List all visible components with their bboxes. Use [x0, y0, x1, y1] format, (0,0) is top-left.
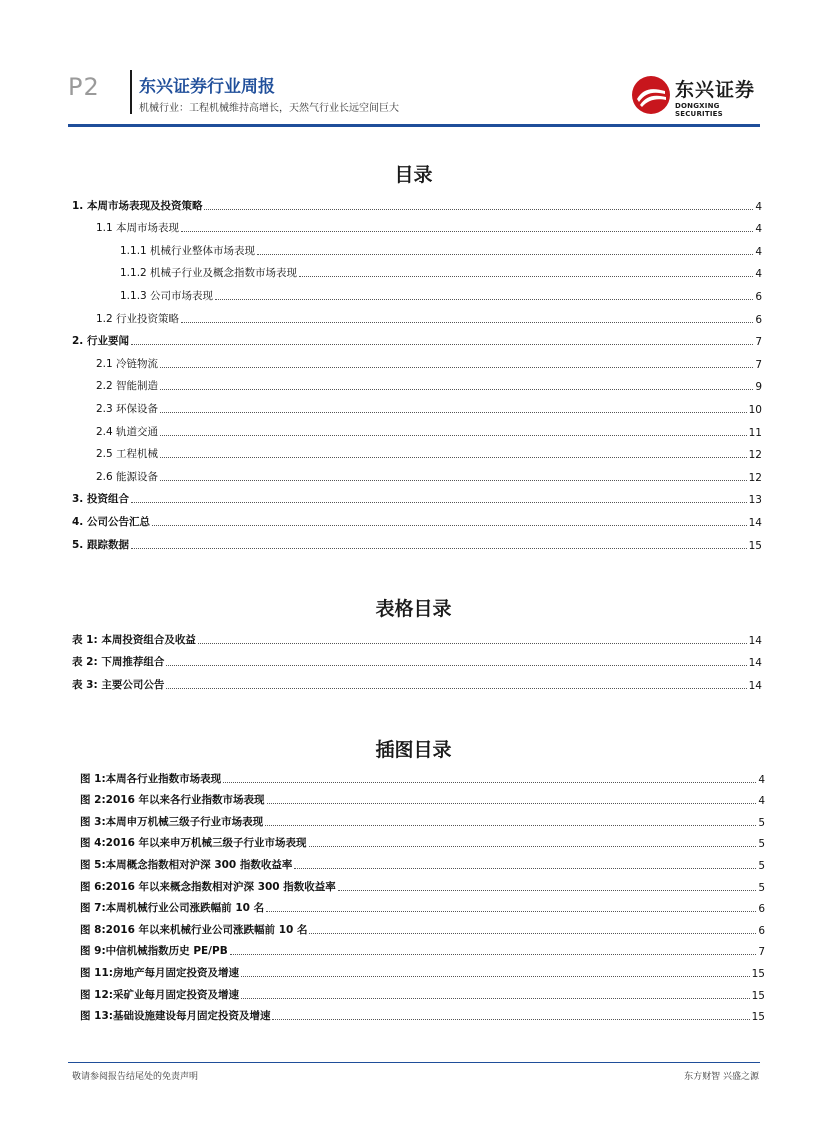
toc-entry-page: 7: [755, 336, 762, 349]
figure-index-entry-page: 6: [758, 924, 765, 937]
toc-entry-page: 4: [755, 223, 762, 236]
dot-leader: [152, 525, 747, 526]
toc-entry-page: 9: [755, 381, 762, 394]
figure-index-entry-page: 4: [758, 773, 765, 786]
figure-index-entry-label: 图 5:本周概念指数相对沪深 300 指数收益率: [80, 858, 293, 871]
figure-index-entry-label: 图 9:中信机械指数历史 PE/PB: [80, 945, 228, 958]
toc-entry-page: 7: [755, 358, 762, 371]
dot-leader: [181, 231, 753, 232]
toc-entry-label: 3. 投资组合: [72, 493, 129, 506]
table-index-entry-label: 表 1: 本周投资组合及收益: [72, 633, 196, 646]
figure-index-entry-label: 图 13:基础设施建设每月固定投资及增速: [80, 1010, 271, 1023]
toc-entry[interactable]: [72, 190, 762, 213]
dot-leader: [257, 254, 753, 255]
figure-index-entry-page: 5: [758, 816, 765, 829]
figure-index-entry[interactable]: [80, 872, 765, 894]
toc-entry[interactable]: [72, 461, 762, 484]
dot-leader: [204, 209, 753, 210]
toc-entry-page: 4: [755, 268, 762, 281]
toc-entry[interactable]: [72, 529, 762, 552]
dot-leader: [309, 933, 756, 934]
logo-text-en: DONGXING SECURITIES: [675, 102, 723, 118]
dot-leader: [131, 548, 747, 549]
dot-leader: [131, 344, 753, 345]
dot-leader: [338, 890, 757, 891]
toc-entry[interactable]: [72, 280, 762, 303]
toc-entry-label: 1.1.1 机械行业整体市场表现: [120, 244, 256, 257]
figure-index-entry-label: 图 2:2016 年以来各行业指数市场表现: [80, 794, 265, 807]
figure-index-entry-page: 5: [758, 838, 765, 851]
toc-entry-page: 12: [748, 471, 762, 484]
toc-entry-page: 15: [748, 539, 762, 552]
figure-index-entry[interactable]: [80, 894, 765, 916]
toc-title: 目录: [394, 164, 433, 186]
figure-index-entry[interactable]: [80, 850, 765, 872]
toc-entry-label: 2.6 能源设备: [96, 470, 159, 483]
figure-index-entry-label: 图 12:采矿业每月固定投资及增速: [80, 988, 239, 1001]
figure-index-entry-page: 4: [758, 795, 765, 808]
toc-list: [72, 190, 762, 552]
toc-entry-page: 6: [755, 313, 762, 326]
toc-entry-page: 4: [755, 245, 762, 258]
figure-index-entry[interactable]: [80, 786, 765, 808]
disclaimer-note: 敬请参阅报告结尾处的免责声明: [72, 1072, 199, 1082]
toc-entry-page: 11: [748, 426, 762, 439]
dot-leader: [198, 643, 747, 644]
logo-text-cn: 东兴证券: [675, 79, 756, 101]
toc-entry[interactable]: [72, 484, 762, 507]
dot-leader: [181, 322, 753, 323]
figure-index-list: [80, 764, 765, 1023]
toc-entry-label: 2.2 智能制造: [96, 380, 159, 393]
toc-entry[interactable]: [72, 348, 762, 371]
figure-index-entry-label: 图 7:本周机械行业公司涨跌幅前 10 名: [80, 902, 265, 915]
table-index-entry[interactable]: [72, 669, 762, 692]
figure-index-title: 插图目录: [375, 739, 452, 761]
table-index-entry-page: 14: [748, 657, 762, 670]
figure-index-entry[interactable]: [80, 829, 765, 851]
toc-entry-label: 2. 行业要闻: [72, 335, 129, 348]
figure-index-entry[interactable]: [80, 915, 765, 937]
toc-entry[interactable]: [72, 258, 762, 281]
dot-leader: [131, 502, 747, 503]
dot-leader: [230, 954, 757, 955]
dot-leader: [241, 976, 750, 977]
figure-index-entry-page: 15: [751, 967, 765, 980]
dot-leader: [309, 846, 757, 847]
report-series-title: 东兴证券行业周报: [139, 77, 275, 97]
figure-index-entry[interactable]: [80, 937, 765, 959]
figure-index-entry[interactable]: [80, 807, 765, 829]
dot-leader: [299, 276, 753, 277]
figure-index-entry-label: 图 11:房地产每月固定投资及增速: [80, 966, 239, 979]
toc-entry-label: 2.3 环保设备: [96, 402, 159, 415]
figure-index-entry[interactable]: [80, 1002, 765, 1024]
dot-leader: [266, 911, 756, 912]
toc-entry-label: 2.1 冷链物流: [96, 357, 159, 370]
toc-entry-label: 2.4 轨道交通: [96, 425, 159, 438]
dongxing-logo-icon: [631, 75, 671, 115]
figure-index-entry-page: 6: [758, 903, 765, 916]
toc-entry-label: 1.2 行业投资策略: [96, 312, 180, 325]
header-divider: [130, 70, 132, 114]
dot-leader: [294, 868, 756, 869]
dot-leader: [160, 435, 747, 436]
table-index-list: [72, 624, 762, 692]
figure-index-entry-page: 5: [758, 881, 765, 894]
figure-index-entry-label: 图 4:2016 年以来申万机械三级子行业市场表现: [80, 837, 307, 850]
toc-entry-label: 1.1.2 机械子行业及概念指数市场表现: [120, 267, 298, 280]
dot-leader: [241, 998, 750, 999]
figure-index-entry[interactable]: [80, 958, 765, 980]
report-subtitle: 机械行业：工程机械维持高增长，天然气行业长远空间巨大: [139, 103, 399, 114]
dot-leader: [160, 412, 747, 413]
toc-entry-label: 4. 公司公告汇总: [72, 515, 150, 528]
toc-entry[interactable]: [72, 439, 762, 462]
toc-entry-page: 14: [748, 516, 762, 529]
figure-index-entry-label: 图 3:本周申万机械三级子行业市场表现: [80, 815, 264, 828]
table-index-entry-label: 表 3: 主要公司公告: [72, 678, 165, 691]
header-rule: [68, 124, 760, 127]
figure-index-entry[interactable]: [80, 764, 765, 786]
table-index-entry[interactable]: [72, 624, 762, 647]
table-index-entry-label: 表 2: 下周推荐组合: [72, 656, 165, 669]
figure-index-entry-page: 7: [758, 946, 765, 959]
dot-leader: [166, 665, 746, 666]
dot-leader: [272, 1019, 749, 1020]
toc-entry[interactable]: [72, 506, 762, 529]
company-logo: [631, 75, 763, 119]
toc-entry-label: 1.1 本周市场表现: [96, 222, 180, 235]
dot-leader: [160, 367, 753, 368]
dot-leader: [166, 688, 746, 689]
figure-index-entry[interactable]: [80, 980, 765, 1002]
dot-leader: [223, 782, 756, 783]
toc-entry[interactable]: [72, 213, 762, 236]
toc-entry-label: 1. 本周市场表现及投资策略: [72, 199, 203, 212]
figure-index-entry-label: 图 6:2016 年以来概念指数相对沪深 300 指数收益率: [80, 880, 336, 893]
page-number: P2: [68, 73, 100, 101]
dot-leader: [265, 825, 756, 826]
dot-leader: [215, 299, 753, 300]
toc-entry-page: 13: [748, 494, 762, 507]
table-index-title: 表格目录: [375, 598, 452, 620]
toc-entry-page: 4: [755, 200, 762, 213]
footer-rule: [68, 1062, 760, 1063]
toc-entry-label: 1.1.3 公司市场表现: [120, 289, 214, 302]
company-slogan: 东方财智 兴盛之源: [684, 1072, 759, 1082]
dot-leader: [160, 389, 753, 390]
toc-entry[interactable]: [72, 416, 762, 439]
toc-entry[interactable]: [72, 235, 762, 258]
figure-index-entry-page: 15: [751, 1011, 765, 1024]
toc-entry-page: 10: [748, 403, 762, 416]
dot-leader: [267, 803, 757, 804]
toc-entry-page: 12: [748, 449, 762, 462]
figure-index-entry-label: 图 8:2016 年以来机械行业公司涨跌幅前 10 名: [80, 923, 308, 936]
figure-index-entry-page: 15: [751, 989, 765, 1002]
dot-leader: [160, 480, 747, 481]
toc-entry[interactable]: [72, 326, 762, 349]
table-index-entry-page: 14: [748, 634, 762, 647]
figure-index-entry-label: 图 1:本周各行业指数市场表现: [80, 772, 222, 785]
toc-entry[interactable]: [72, 393, 762, 416]
dot-leader: [160, 457, 747, 458]
toc-entry-label: 2.5 工程机械: [96, 448, 159, 461]
table-index-entry-page: 14: [748, 679, 762, 692]
toc-entry[interactable]: [72, 371, 762, 394]
table-index-entry[interactable]: [72, 647, 762, 670]
toc-entry-label: 5. 跟踪数据: [72, 538, 129, 551]
toc-entry[interactable]: [72, 303, 762, 326]
figure-index-entry-page: 5: [758, 859, 765, 872]
toc-entry-page: 6: [755, 290, 762, 303]
